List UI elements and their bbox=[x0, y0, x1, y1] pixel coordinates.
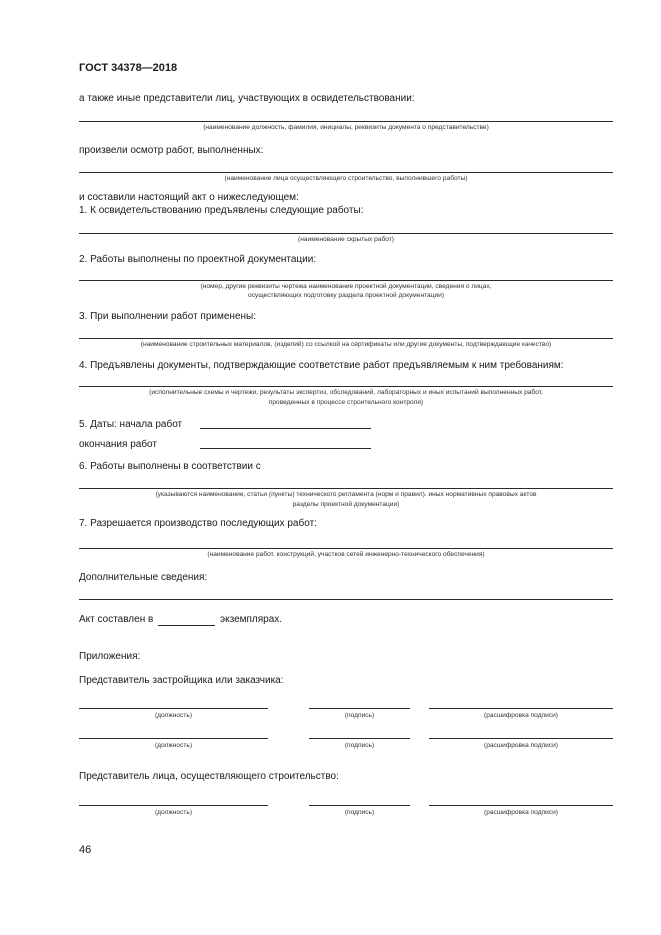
inspection-line[interactable] bbox=[79, 172, 613, 173]
item-3-line[interactable] bbox=[79, 338, 613, 339]
builder-position-line[interactable] bbox=[79, 805, 268, 806]
item-7-line[interactable] bbox=[79, 548, 613, 549]
item-2-line[interactable] bbox=[79, 280, 613, 281]
customer-signature-label-2: (подпись) bbox=[344, 742, 375, 749]
start-date-line[interactable] bbox=[200, 428, 371, 429]
end-date-line[interactable] bbox=[200, 448, 371, 449]
customer-decoding-label-2: (расшифровка подписи) bbox=[484, 742, 558, 749]
builder-signature-label: (подпись) bbox=[344, 809, 375, 816]
builder-position-label: (должность) bbox=[154, 809, 193, 816]
attachments-label: Приложения: bbox=[79, 651, 141, 662]
copies-suffix: экземплярах. bbox=[220, 614, 283, 625]
customer-position-line-1[interactable] bbox=[79, 708, 268, 709]
customer-position-line-2[interactable] bbox=[79, 738, 268, 739]
customer-position-label-2: (должность) bbox=[154, 742, 193, 749]
customer-decoding-line-2[interactable] bbox=[429, 738, 613, 739]
copies-count-line[interactable] bbox=[158, 625, 215, 626]
builder-decoding-label: (расшифровка подписи) bbox=[484, 809, 558, 816]
item-1-label: 1. К освидетельствованию предъявлены следующие работы: bbox=[79, 205, 364, 216]
customer-signature-line-2[interactable] bbox=[309, 738, 410, 739]
customer-signature-label-1: (подпись) bbox=[344, 712, 375, 719]
representatives-line[interactable] bbox=[79, 121, 613, 122]
customer-decoding-line-1[interactable] bbox=[429, 708, 613, 709]
item-3-label: 3. При выполнении работ применены: bbox=[79, 311, 257, 322]
item-4-hint-2: проведенных в процессе строительного контроля) bbox=[268, 399, 424, 406]
copies-prefix: Акт составлен в bbox=[79, 614, 154, 625]
item-2-label: 2. Работы выполнены по проектной документации: bbox=[79, 254, 317, 265]
inspection-label: произвели осмотр работ, выполненных: bbox=[79, 145, 264, 156]
item-5-end-label: окончания работ bbox=[79, 439, 157, 450]
representatives-label: а также иные представители лиц, участвующих в освидетельствовании: bbox=[79, 93, 415, 104]
customer-position-label-1: (должность) bbox=[154, 712, 193, 719]
item-2-hint-1: (номер, другие реквизиты чертежа наименование проектной документации, сведения о лицах, bbox=[200, 283, 492, 290]
builder-decoding-line[interactable] bbox=[429, 805, 613, 806]
act-intro: и составили настоящий акт о нижеследующем: bbox=[79, 192, 299, 203]
item-2-hint-2: осуществляющих подготовку раздела проектной документации) bbox=[247, 292, 445, 299]
customer-signature-line-1[interactable] bbox=[309, 708, 410, 709]
representatives-hint: (наименование должность, фамилия, инициалы, реквизиты документа о представительстве) bbox=[203, 124, 489, 131]
builder-rep-title: Представитель лица, осуществляющего строительство: bbox=[79, 771, 339, 782]
item-6-hint-2: разделы проектной документации) bbox=[292, 501, 400, 508]
item-6-label: 6. Работы выполнены в соответствии с bbox=[79, 461, 261, 472]
item-7-label: 7. Разрешается производство последующих работ: bbox=[79, 518, 317, 529]
additional-info-label: Дополнительные сведения: bbox=[79, 572, 208, 583]
item-5-start-label: 5. Даты: начала работ bbox=[79, 419, 183, 430]
customer-decoding-label-1: (расшифровка подписи) bbox=[484, 712, 558, 719]
item-4-hint-1: (исполнительные схемы и чертежи, результаты экспертиз, обследований, лабораторных и иных испытаний выполненных работ, bbox=[149, 389, 543, 396]
item-3-hint: (наименование строительных материалов, (изделий) со ссылкой на сертификаты или другие документы, подтверждающие качество) bbox=[140, 341, 552, 348]
item-4-label: 4. Предъявлены документы, подтверждающие соответствие работ предъявляемым к ним требованиям: bbox=[79, 360, 564, 371]
item-1-hint: (наименование скрытых работ) bbox=[298, 236, 394, 243]
item-4-line[interactable] bbox=[79, 386, 613, 387]
additional-info-line[interactable] bbox=[79, 599, 613, 600]
document-header: ГОСТ 34378—2018 bbox=[79, 62, 178, 74]
inspection-hint: (наименование лица осуществляющего строительство, выполнившего работы) bbox=[224, 175, 468, 182]
item-7-hint: (наименование работ. конструкций, участков сетей инженерно-технического обеспечения) bbox=[207, 551, 485, 558]
page-number: 46 bbox=[79, 844, 92, 856]
builder-signature-line[interactable] bbox=[309, 805, 410, 806]
item-6-line[interactable] bbox=[79, 488, 613, 489]
item-1-line[interactable] bbox=[79, 233, 613, 234]
customer-rep-title: Представитель застройщика или заказчика: bbox=[79, 675, 284, 686]
item-6-hint-1: (указываются наименование, статьи (пункты) технического регламента (норм и правил). иных нормативных правовых актов bbox=[155, 491, 537, 498]
